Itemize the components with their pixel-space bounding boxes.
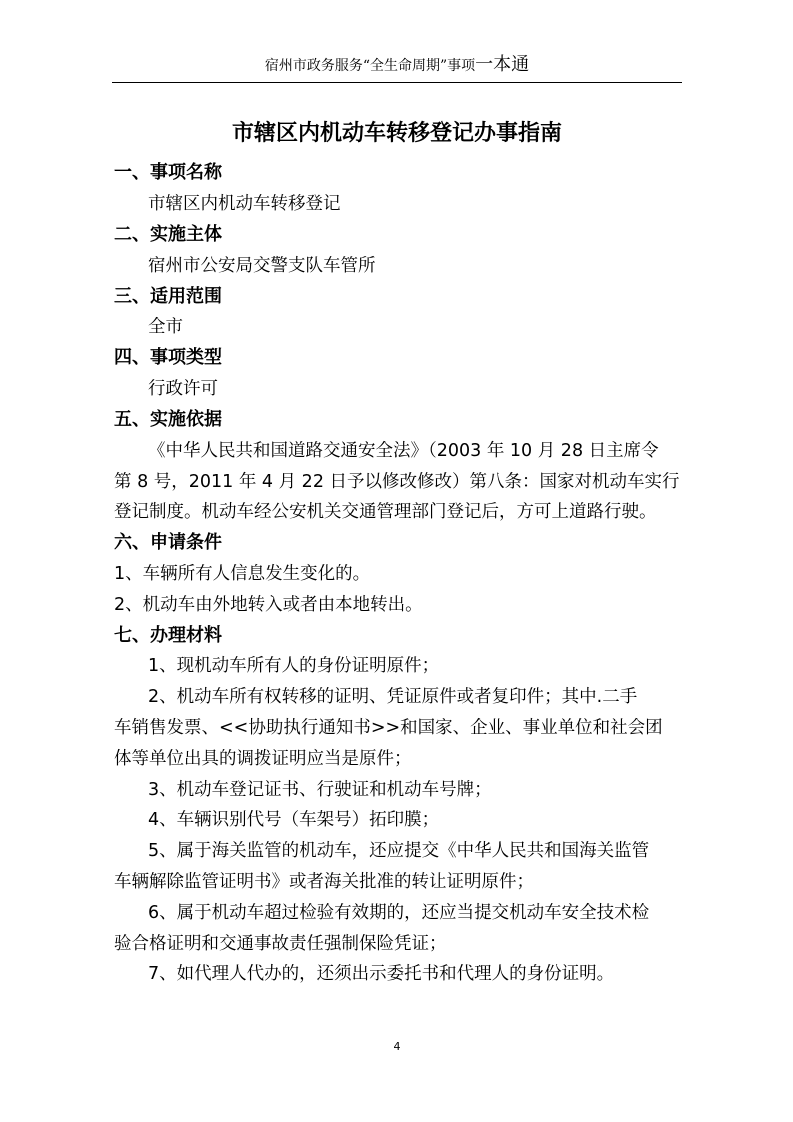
section-body-line: 第 8 号，2011 年 4 月 22 日予以修改修改）第八条：国家对机动车实行 bbox=[114, 472, 680, 492]
section-body-line: 宿州市公安局交警支队车管所 bbox=[148, 256, 376, 276]
section-body-line: 全市 bbox=[148, 317, 183, 337]
section-body-line: 1、车辆所有人信息发生变化的。 bbox=[114, 564, 371, 584]
section-body-line: 6、属于机动车超过检验有效期的，还应当提交机动车安全技术检 bbox=[148, 903, 650, 923]
section-heading: 二、实施主体 bbox=[114, 224, 222, 245]
section-body-line: 2、机动车所有权转移的证明、凭证原件或者复印件；其中.二手 bbox=[148, 687, 638, 707]
section-body-line: 2、机动车由外地转入或者由本地转出。 bbox=[114, 595, 423, 615]
section-heading: 五、实施依据 bbox=[114, 409, 222, 430]
section-heading: 四、事项类型 bbox=[114, 347, 222, 368]
page-number: 4 bbox=[393, 1040, 401, 1053]
section-body-line: 行政许可 bbox=[148, 379, 218, 399]
section-body-line: 7、如代理人代办的，还须出示委托书和代理人的身份证明。 bbox=[148, 964, 615, 984]
document-title: 市辖区内机动车转移登记办事指南 bbox=[231, 121, 562, 146]
section-body-line: 登记制度。机动车经公安机关交通管理部门登记后，方可上道路行驶。 bbox=[114, 502, 657, 522]
section-body-line: 车销售发票、<<协助执行通知书>>和国家、企业、事业单位和社会团 bbox=[114, 718, 663, 738]
section-body-line: 3、机动车登记证书、行驶证和机动车号牌； bbox=[148, 780, 492, 800]
section-body-line: 体等单位出具的调拨证明应当是原件； bbox=[114, 749, 412, 769]
header-rule bbox=[112, 82, 682, 83]
section-body-line: 验合格证明和交通事故责任强制保险凭证； bbox=[114, 934, 447, 954]
section-heading: 六、申请条件 bbox=[114, 532, 222, 553]
section-heading: 七、办理材料 bbox=[114, 625, 222, 646]
running-header-suffix: 一本通 bbox=[475, 54, 530, 75]
running-header-prefix: 宿州市政务服务“全生命周期”事项 bbox=[264, 58, 476, 74]
section-body-line: 5、属于海关监管的机动车，还应提交《中华人民共和国海关监管 bbox=[148, 841, 650, 861]
section-body-line: 《中华人民共和国道路交通安全法》（2003 年 10 月 28 日主席令 bbox=[148, 441, 659, 461]
section-heading: 三、适用范围 bbox=[114, 286, 222, 307]
section-body-line: 车辆解除监管证明书》或者海关批准的转让证明原件； bbox=[114, 872, 534, 892]
running-header bbox=[112, 54, 682, 77]
section-body-line: 4、车辆识别代号（车架号）拓印膜； bbox=[148, 810, 440, 830]
section-heading: 一、事项名称 bbox=[114, 162, 222, 183]
section-body-line: 1、现机动车所有人的身份证明原件； bbox=[148, 656, 440, 676]
section-body-line: 市辖区内机动车转移登记 bbox=[148, 194, 341, 214]
